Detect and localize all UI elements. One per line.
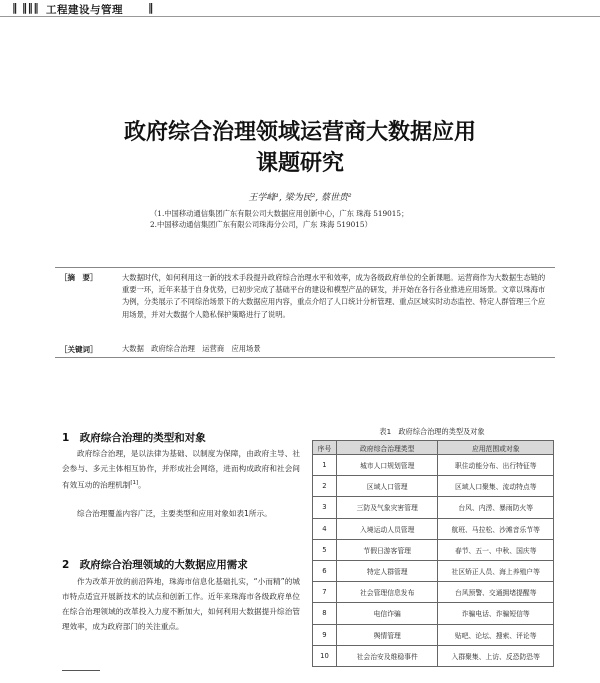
table-cell: 三防及气象灾害管理: [336, 497, 438, 518]
table-cell: 贴吧、论坛、搜索、评论等: [438, 624, 554, 645]
table-cell: 6: [313, 560, 337, 581]
table-cell: 诈骗电话、诈骗短信等: [438, 603, 554, 624]
table-row: [313, 624, 554, 645]
table-cell: 春节、五一、中秋、国庆等: [438, 539, 554, 560]
table-cell: 电信诈骗: [336, 603, 438, 624]
header-mark-left: ‖ ‖‖‖: [12, 2, 40, 14]
table-row: [313, 560, 554, 581]
table-cell: 2: [313, 476, 337, 497]
abstract-rule-bottom: [55, 357, 555, 358]
table-cell: 社会管理信息发布: [336, 582, 438, 603]
table-cell: 入群聚集、上访、反恐防恐等: [438, 645, 554, 666]
citation-1: [1]: [130, 480, 139, 486]
paper-title-line2: 课题研究: [255, 151, 344, 176]
table-1: [312, 440, 554, 667]
table-cell: 特定人群管理: [336, 560, 438, 581]
paper-title-line1: 政府综合治理领域运营商大数据应用: [123, 120, 476, 145]
table-cell: 区域人口聚集、流动特点等: [438, 476, 554, 497]
table-header-row: [313, 441, 554, 455]
table-row: [313, 518, 554, 539]
authors: 王学峰¹, 梁为民², 蔡世贵²: [248, 193, 352, 203]
section-1-paragraph-2: 综合治理覆盖内容广泛，主要类型和应用对象如表1所示。: [77, 509, 272, 518]
table-cell: 4: [313, 518, 337, 539]
section-1-paragraph-1: [62, 446, 300, 493]
table-1-caption: 表1 政府综合治理的类型及对象: [379, 427, 485, 436]
affiliation-2: 2.中国移动通信集团广东有限公司珠海分公司，广东 珠海 519015）: [150, 220, 372, 229]
table-row: [313, 476, 554, 497]
table-cell: 台风预警、交通拥堵提醒等: [438, 582, 554, 603]
affiliation-1: （1.中国移动通信集团广东有限公司大数据应用创新中心，广东 珠海 519015；: [150, 209, 409, 218]
abstract-label: ［摘 要］: [60, 273, 98, 282]
section-1-paragraph-1-end: 。: [138, 480, 146, 490]
table-cell: 节假日游客管理: [336, 539, 438, 560]
header-mark-right: ‖: [148, 2, 154, 14]
footnote-rule: [62, 670, 100, 671]
table-row: [313, 582, 554, 603]
section-2-heading: 2 政府综合治理领域的大数据应用需求: [62, 559, 248, 571]
table-cell: 社区矫正人员、海上养殖户等: [438, 560, 554, 581]
section-name: 工程建设与管理: [46, 4, 123, 16]
table-cell: 9: [313, 624, 337, 645]
table-header-cell: 序号: [313, 441, 337, 455]
table-row: [313, 497, 554, 518]
section-1-paragraph-1-text: 政府综合治理，是以法律为基础、以制度为保障，由政府主导、社会参与、多元主体相互协作，并形成社会网络，进而构成政府和社会间有效互动的治理机制: [62, 449, 300, 490]
abstract-text: 大数据时代，如何利用这一新的技术手段提升政府综合治理水平和效率，成为各级政府单位的全新课题。运营商作为大数据生态链的重要一环，近年来基于自身优势，已初步完成了基础平台的建设和模型产品的研发，并开始在各行各业推进应用场景。文章以珠海市为例，分类展示了不同综治场景下的大数据应用内容，重点介绍了人口统计分析管理、重点区域实时动态监控、特定人群管理三个应用场景，并对大数据个人隐私保护策略进行了说明。: [122, 273, 546, 319]
table-cell: 8: [313, 603, 337, 624]
header-rule: [0, 16, 600, 17]
table-cell: 3: [313, 497, 337, 518]
keywords-label: ［关键词］: [60, 345, 98, 354]
table-row: [313, 645, 554, 666]
table-cell: 区域人口管理: [336, 476, 438, 497]
table-cell: 城市人口规划管理: [336, 455, 438, 476]
section-2-paragraph-1: 作为改革开放的前沿阵地，珠海市信息化基础扎实，“小而精”的城市特点适宜开展新技术的试点和创新工作。近年来珠海市各级政府单位在综合治理领域的改革投入力度不断加大，如何利用大数据提升综治管理效率，成为政府部门的关注重点。: [62, 577, 300, 631]
table-header-cell: 应用范围或对象: [438, 441, 554, 455]
table-cell: 7: [313, 582, 337, 603]
table-cell: 职住动能分布、出行特征等: [438, 455, 554, 476]
table-cell: 入境运动人员管理: [336, 518, 438, 539]
table-cell: 10: [313, 645, 337, 666]
table-cell: 舆情管理: [336, 624, 438, 645]
section-1-heading: 1 政府综合治理的类型和对象: [62, 432, 206, 444]
table-row: [313, 603, 554, 624]
keywords-text: 大数据 政府综合治理 运营商 应用场景: [122, 344, 261, 353]
table-cell: 航班、马拉松、沙滩音乐节等: [438, 518, 554, 539]
table-row: [313, 455, 554, 476]
table-cell: 5: [313, 539, 337, 560]
table-cell: 1: [313, 455, 337, 476]
table-row: [313, 539, 554, 560]
abstract-rule-top: [55, 267, 555, 268]
table-cell: 台风、内涝、暴雨防火等: [438, 497, 554, 518]
table-cell: 社会治安及维稳事件: [336, 645, 438, 666]
table-header-cell: 政府综合治理类型: [336, 441, 438, 455]
